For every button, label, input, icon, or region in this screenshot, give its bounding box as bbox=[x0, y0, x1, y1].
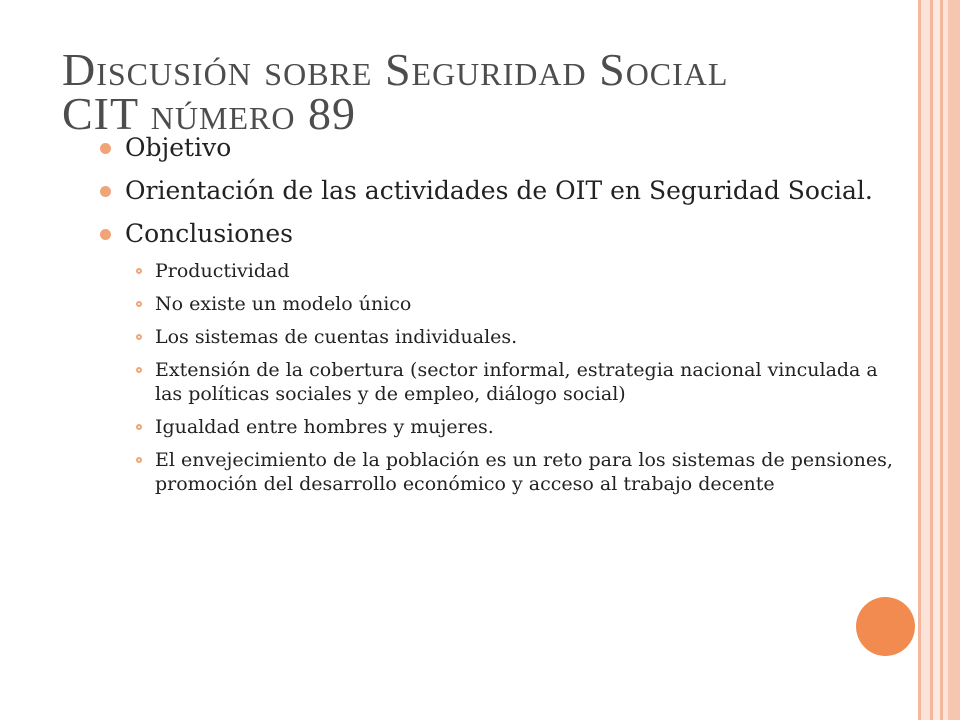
sub-bullet-item bbox=[130, 448, 900, 496]
bullet-orientacion bbox=[100, 175, 900, 206]
sub-bullet-text: Los sistemas de cuentas individuales. bbox=[155, 326, 518, 348]
ring-bullet-icon bbox=[136, 424, 142, 430]
sub-bullet-item bbox=[130, 415, 900, 439]
sub-bullet-text: El envejecimiento de la población es un reto para los sistemas de pensiones, promoción del desarrollo económico y acceso al trabajo decente bbox=[155, 449, 893, 495]
decorative-band bbox=[933, 0, 940, 720]
ring-bullet-icon bbox=[136, 268, 142, 274]
bullet-dot-icon bbox=[100, 143, 111, 154]
sub-bullet-text: Igualdad entre hombres y mujeres. bbox=[155, 416, 494, 438]
bullet-dot-icon bbox=[100, 229, 111, 240]
sub-bullet-text: No existe un modelo único bbox=[155, 293, 412, 315]
sub-bullet-item bbox=[130, 292, 900, 316]
sub-bullet-item bbox=[130, 358, 900, 406]
title-line-1: Discusión sobre Seguridad Social bbox=[62, 44, 729, 95]
slide-title bbox=[62, 44, 882, 139]
sub-bullet-text: Extensión de la cobertura (sector informal, estrategia nacional vinculada a las políticas sociales y de empleo, diálogo social) bbox=[155, 359, 878, 405]
bullet-dot-icon bbox=[100, 186, 111, 197]
ring-bullet-icon bbox=[136, 334, 142, 340]
decorative-band bbox=[948, 0, 960, 720]
title-line-2: CIT número 89 bbox=[62, 88, 356, 139]
bullet-objetivo bbox=[100, 132, 900, 163]
bullet-list bbox=[100, 132, 900, 505]
bullet-text: Objetivo bbox=[125, 133, 232, 162]
decorative-band bbox=[921, 0, 930, 720]
decorative-circle bbox=[856, 597, 915, 656]
sub-bullet-text: Productividad bbox=[155, 260, 290, 282]
ring-bullet-icon bbox=[136, 457, 142, 463]
ring-bullet-icon bbox=[136, 367, 142, 373]
bullet-text: Orientación de las actividades de OIT en Seguridad Social. bbox=[125, 176, 873, 205]
bullet-conclusiones bbox=[100, 218, 900, 249]
ring-bullet-icon bbox=[136, 301, 142, 307]
sub-bullet-item bbox=[130, 325, 900, 349]
sub-bullet-item bbox=[130, 259, 900, 283]
bullet-text: Conclusiones bbox=[125, 219, 293, 248]
sub-bullet-list bbox=[130, 259, 900, 496]
